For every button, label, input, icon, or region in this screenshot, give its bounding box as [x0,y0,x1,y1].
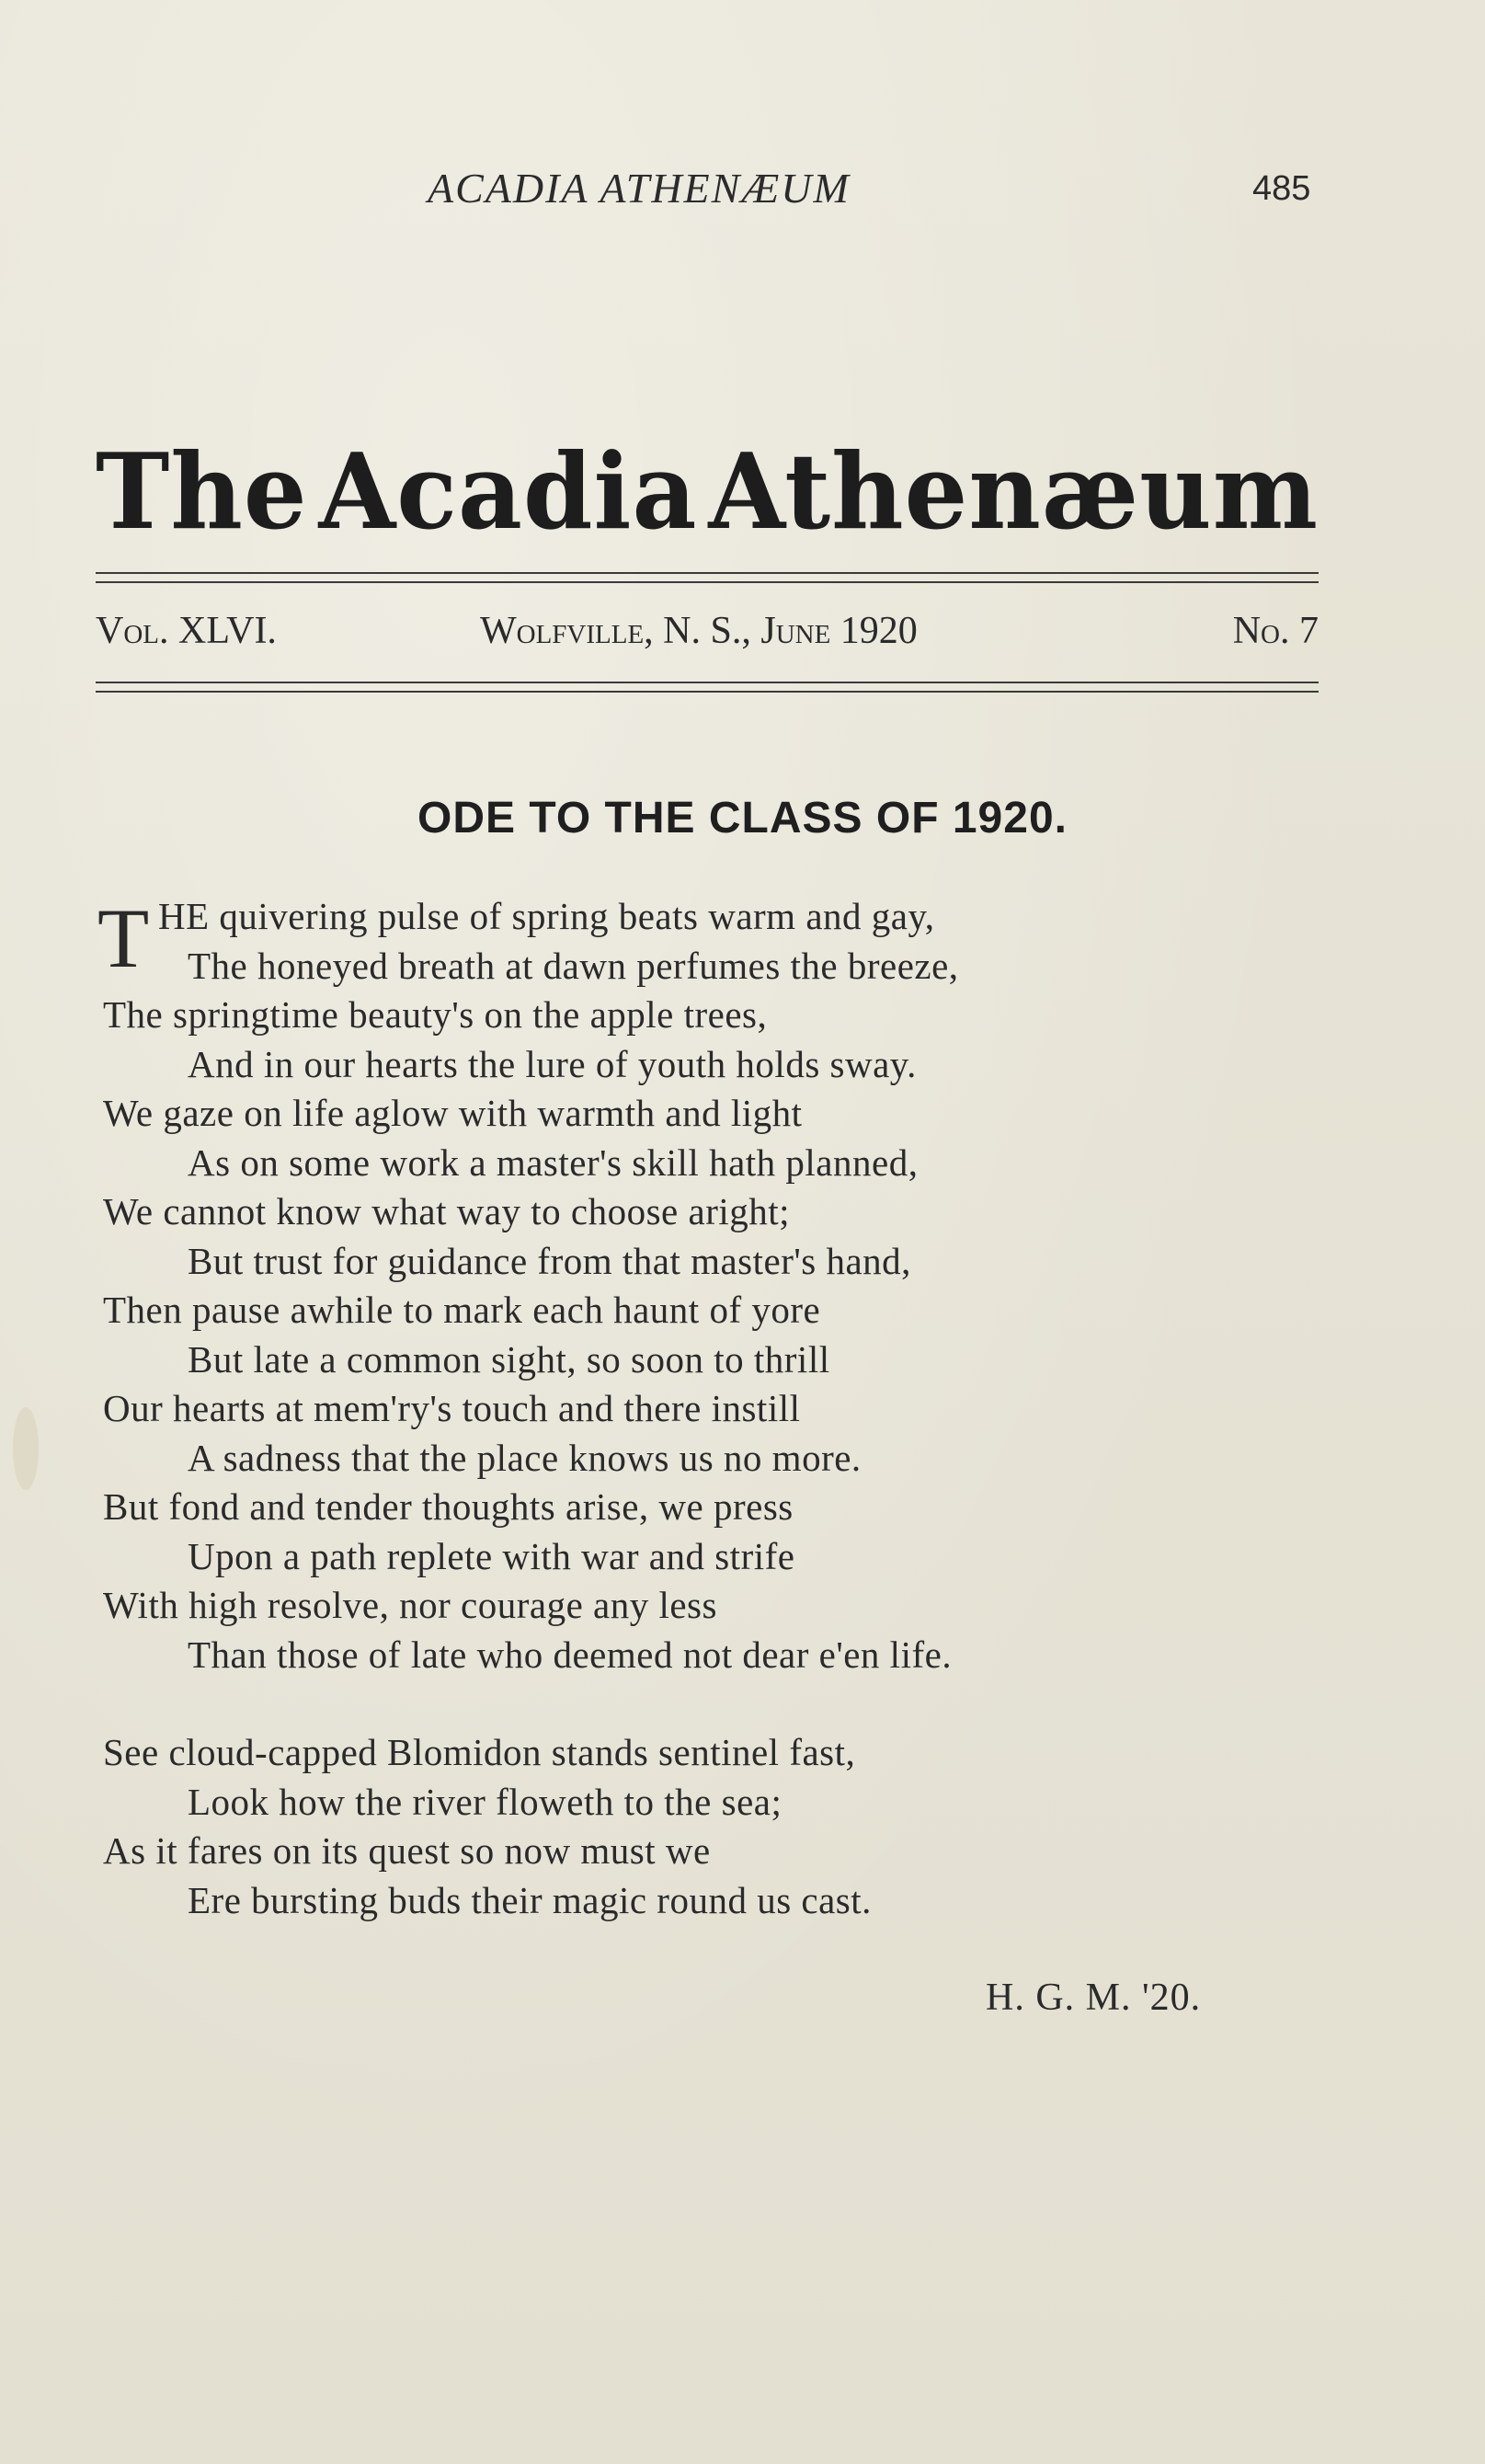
poem-title: ODE TO THE CLASS OF 1920. [417,794,1068,842]
poem-line: But trust for guidance from that master's hand, [188,1239,911,1282]
poem-line: We gaze on life aglow with warmth and light [103,1092,803,1134]
poem-line: With high resolve, nor courage any less [103,1584,717,1626]
masthead-word-2: Acadia [318,430,698,554]
poem-line: The springtime beauty's on the apple trees, [103,993,768,1036]
poem-line: Look how the river floweth to the sea; [188,1780,782,1823]
issue-line [96,609,1319,655]
masthead-word-1: The [96,430,308,554]
poem-line: And in our hearts the lure of youth holds sway. [188,1042,917,1085]
poem-line: But fond and tender thoughts arise, we press [103,1485,794,1528]
poem-line-text: HE quivering pulse of spring beats warm and gay, [158,895,935,937]
poem-line: We cannot know what way to choose aright; [103,1190,791,1232]
masthead-rule-top [96,572,1319,583]
poem-body [97,891,1298,1925]
poem-line: A sadness that the place knows us no more. [188,1436,862,1479]
poem-line: Ere bursting buds their magic round us cast. [188,1878,872,1921]
poem-line: Then pause awhile to mark each haunt of yore [103,1289,821,1331]
poem-line: Than those of late who deemed not dear e'en life. [188,1633,953,1676]
running-head [0,164,1485,219]
poem-line: Upon a path replete with war and strife [188,1534,795,1577]
poem-line: Our hearts at mem'ry's touch and there instill [103,1387,801,1429]
poem-line: As on some work a master's skill hath planned, [188,1140,919,1184]
running-title: ACADIA ATHENÆUM [428,165,851,212]
drop-cap: T [97,891,150,985]
poem-line: The honeyed breath at dawn perfumes the breeze, [188,944,959,987]
poem-line: But late a common sight, so soon to thrill [188,1337,830,1381]
masthead [96,432,1319,552]
volume-label: Vol. XLVI. [96,610,277,652]
author-signature: H. G. M. '20. [986,1977,1202,2019]
poem-line: See cloud-capped Blomidon stands sentinel fast, [103,1731,856,1773]
page-number: 485 [1252,169,1311,208]
stanza-break [103,1679,1298,1728]
issue-number-label: No. 7 [1232,610,1319,652]
poem-line: As it fares on its quest so now must we [103,1829,711,1872]
masthead-rule-bottom [96,682,1319,693]
page-stain [13,1407,39,1490]
place-date-label: Wolfville, N. S., June 1920 [480,610,918,652]
masthead-word-3: Athenæum [708,430,1319,554]
